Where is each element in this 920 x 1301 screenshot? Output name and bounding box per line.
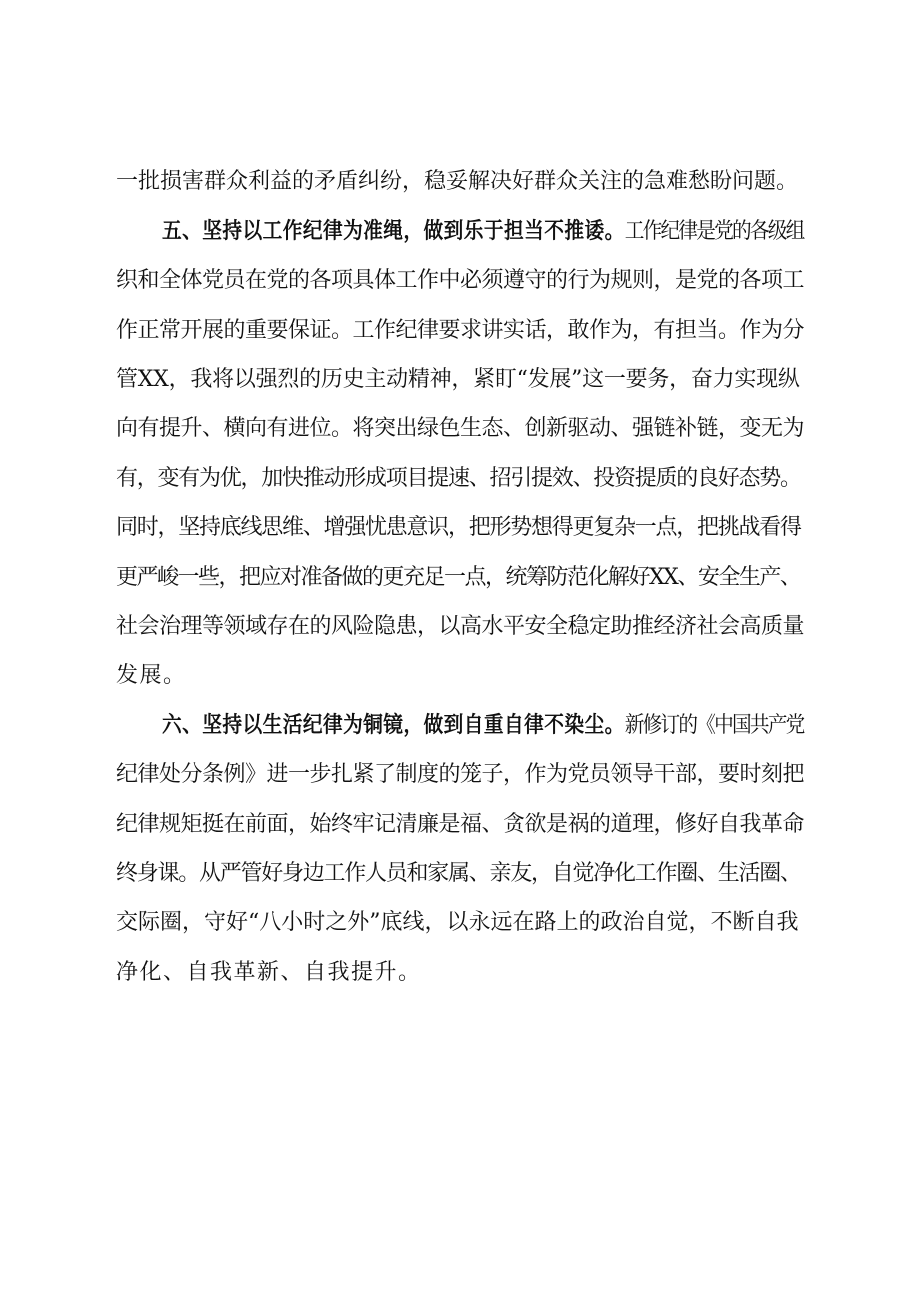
section-five-line: 有，变有为优，加快推动形成项目提速、招引提效、投资提质的良好态势。 xyxy=(116,466,801,491)
section-six-line: 净化、自我革新、自我提升。 xyxy=(116,960,422,985)
continuation-line-1: 一批损害群众利益的矛盾纠纷，稳妥解决好群众关注的急难愁盼问题。 xyxy=(116,169,799,194)
section-five-line: 管XX，我将以强烈的历史主动精神，紧盯“发展”这一要务，奋力实现纵 xyxy=(116,367,800,392)
section-six-line: 纪律规矩挺在前面，始终牢记清廉是福、贪欲是祸的道理，修好自我革命 xyxy=(116,812,805,837)
section-five-heading: 五、坚持以工作纪律为准绳，做到乐于担当不推诿。 xyxy=(162,219,625,244)
section-six-heading: 六、坚持以生活纪律为铜镜，做到自重自律不染尘。 xyxy=(162,713,625,738)
section-five-first-line-text: 工作纪律是党的各级组 xyxy=(624,219,804,244)
section-five-line: 织和全体党员在党的各项具体工作中必须遵守的行为规则，是党的各项工 xyxy=(116,268,805,293)
section-five-first-line xyxy=(162,216,804,248)
section-five-line: 更严峻一些，把应对准备做的更充足一点，统筹防范化解好XX、安全生产、 xyxy=(116,565,801,590)
section-six-line: 终身课。从严管好身边工作人员和家属、亲友，自觉净化工作圈、生活圈、 xyxy=(116,861,801,886)
section-five-line: 发展。 xyxy=(116,663,187,688)
section-six-line: 纪律处分条例》进一步扎紧了制度的笼子，作为党员领导干部，要时刻把 xyxy=(116,762,805,787)
section-six-first-line xyxy=(162,710,804,742)
section-five-line: 向有提升、横向有进位。将突出绿色生态、创新驱动、强链补链，变无为 xyxy=(116,416,805,441)
section-five-line: 作正常开展的重要保证。工作纪律要求讲实话，敢作为，有担当。作为分 xyxy=(116,318,805,343)
section-five-line: 同时，坚持底线思维、增强忧患意识，把形势想得更复杂一点，把挑战看得 xyxy=(116,515,801,540)
section-six-line: 交际圈，守好“八小时之外”底线，以永远在路上的政治自觉，不断自我 xyxy=(116,910,799,935)
section-five-line: 社会治理等领域存在的风险隐患，以高水平安全稳定助推经济社会高质量 xyxy=(116,614,805,639)
section-six-first-line-text: 新修订的《中国共产党 xyxy=(624,713,804,738)
